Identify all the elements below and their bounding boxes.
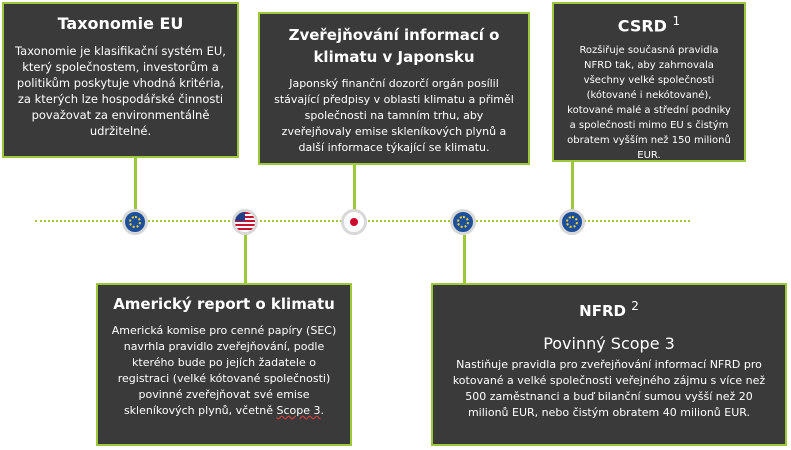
taxonomie-text: Taxonomie je klasifikační systém EU, který společnostem, investorům a politikům poskytuje vhodná kritéria, za kterých lze hospodářské činnosti považovat za environmentálně udržitelné. — [15, 44, 226, 138]
nfrd-title — [445, 299, 773, 320]
americky-text-end: . — [320, 404, 325, 417]
americky-text-scope: Scope 3 — [276, 404, 321, 417]
connector-japonsko — [353, 165, 356, 210]
nfrd-text: Nastiňuje pravidla pro zveřejňování informací NFRD pro kotované a velké společnosti veřejného zájmu s více než 500 zaměstnanci a buď bilanční sumou vyšší než 20 milionů EUR, nebo čistým obratem 40 milionů EUR. — [452, 358, 766, 419]
csrd-title-text: CSRD — [617, 16, 667, 36]
nfrd-subtitle: Povinný Scope 3 — [543, 334, 675, 353]
japonsko-text: Japonský finanční dozorčí orgán posílil stávající předpisy v oblasti klimatu a přiměl společnosti na tamním trhu, aby zveřejňovaly emise skleníkových plynů a další informace týkající se klimatu. — [274, 77, 514, 154]
csrd-title — [564, 14, 734, 35]
japonsko-box — [258, 12, 530, 165]
us-flag-icon — [232, 209, 258, 235]
americky-text-main: Americká komise pro cenné papíry (SEC) navrhla pravidlo zveřejňování, podle kterého bude po jejích žadatele o registraci (velké kótované společnosti) povinné zveřejňovat své emise skleníkových plynů, včetně — [111, 324, 337, 417]
nfrd-title-text: NFRD — [579, 302, 626, 320]
nfrd-footnote: 2 — [631, 299, 639, 313]
taxonomie-box — [2, 2, 239, 158]
taxonomie-title: Taxonomie EU — [57, 14, 184, 33]
americky-title: Americký report o klimatu — [113, 295, 335, 313]
eu-flag-icon — [122, 209, 148, 235]
csrd-footnote: 1 — [672, 14, 681, 28]
connector-americky — [244, 232, 247, 284]
japan-flag-icon — [341, 209, 367, 235]
csrd-box — [552, 2, 746, 162]
japonsko-title: Zveřejňování informací o klimatu v Japonsku — [288, 26, 500, 66]
connector-nfrd — [463, 232, 466, 284]
nfrd-box — [431, 283, 787, 446]
connector-taxonomie — [134, 158, 137, 210]
americky-box — [96, 283, 352, 446]
eu-flag-icon — [450, 209, 476, 235]
csrd-text: Rozšiřuje současná pravidla NFRD tak, aby zahrnovala všechny velké společnosti (kótované i nekótované), kotované malé a střední podniky a společnosti mimo EU s čistým obratem vyšším než 150 milionů EUR. — [567, 45, 731, 162]
eu-flag-icon — [559, 209, 585, 235]
connector-csrd — [571, 162, 574, 210]
americky-text — [108, 323, 340, 419]
